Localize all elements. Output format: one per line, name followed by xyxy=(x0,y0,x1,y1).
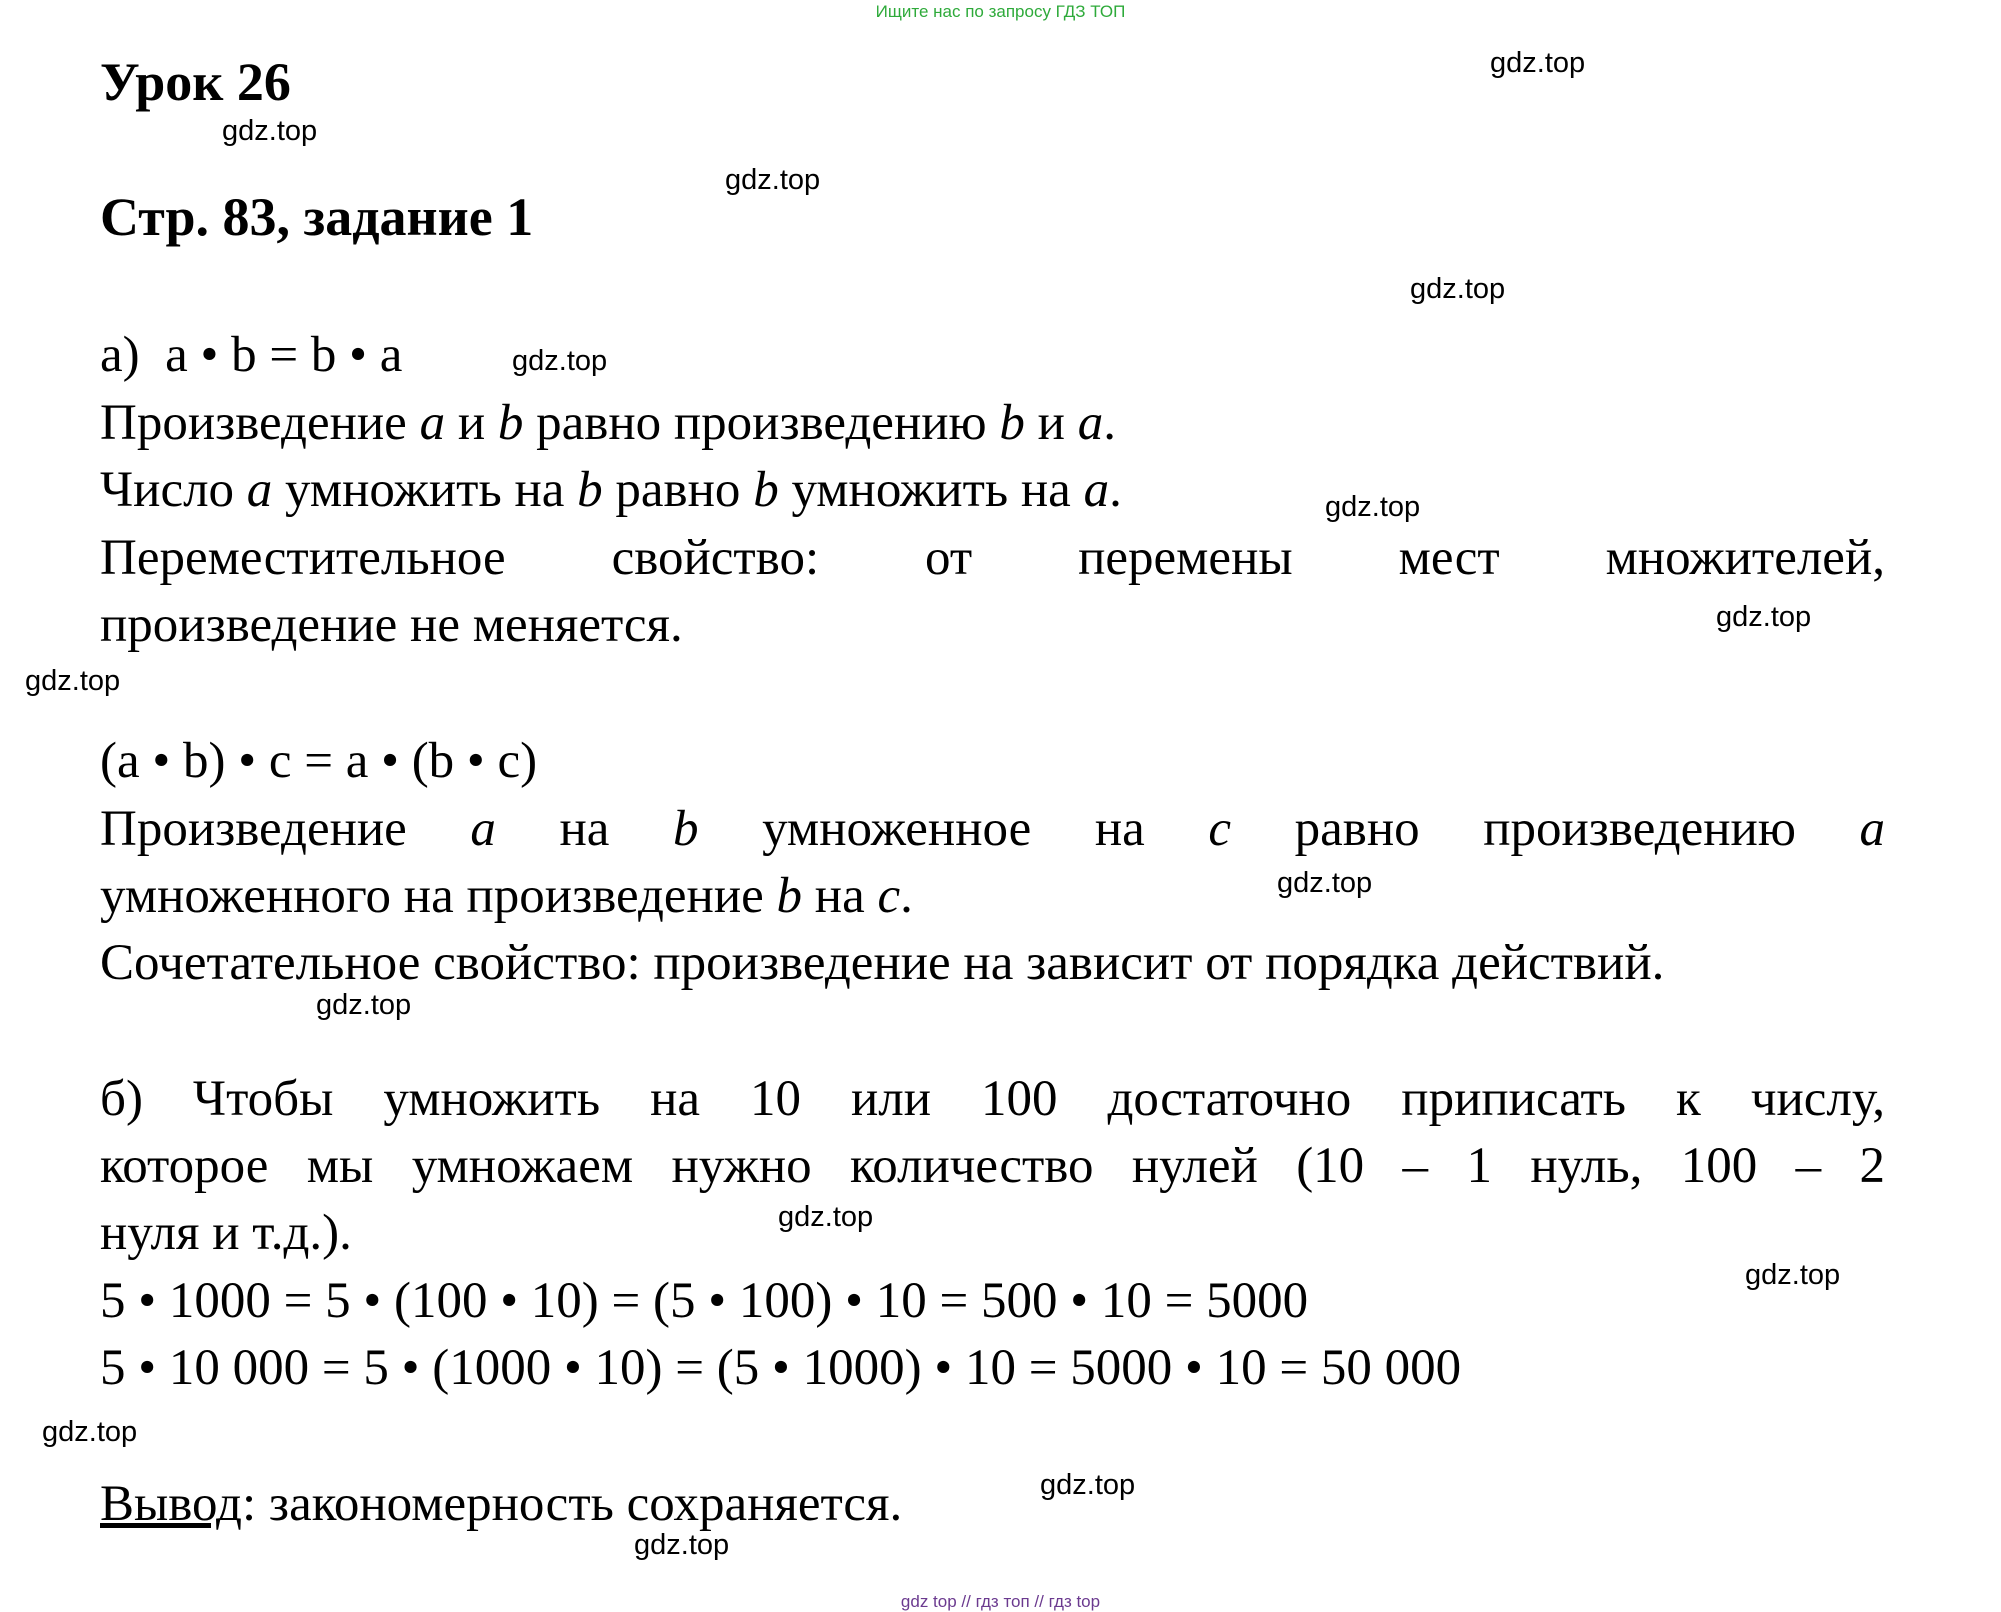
formula-commutative xyxy=(100,325,1885,385)
watermark: gdz.top xyxy=(222,115,318,147)
example-1000: 5 • 1000 = 5 • (100 • 10) = (5 • 100) • 10 = 500 • 10 = 5000 xyxy=(100,1273,1309,1329)
bottom-banner: gdz top // гдз топ // гдз top xyxy=(900,1592,1101,1611)
watermark: gdz.top xyxy=(634,1529,730,1561)
conclusion xyxy=(100,1474,1885,1534)
watermark: gdz.top xyxy=(42,1416,138,1448)
commutative-sentence-1: Произведение a и b равно произведению b и a. xyxy=(100,395,1116,451)
watermark: gdz.top xyxy=(316,989,412,1021)
conclusion-text: : закономерность сохраняется. xyxy=(242,1476,903,1532)
lesson-title: Урок 26 xyxy=(100,52,291,112)
watermark: gdz.top xyxy=(1277,867,1373,899)
associative-property: Сочетательное свойство: произведение на зависит от порядка действий. xyxy=(100,935,1665,991)
example-10000: 5 • 10 000 = 5 • (1000 • 10) = (5 • 1000) • 10 = 5000 • 10 = 50 000 xyxy=(100,1340,1462,1396)
top-banner: Ищите нас по запросу ГДЗ ТОП xyxy=(875,2,1126,21)
formula-commutative-text: a • b = b • a xyxy=(165,327,403,383)
associative-sentence-1: Произведение a на b умноженное на c равно произведению a xyxy=(100,801,1886,857)
part-b-line-1: б) Чтобы умножить на 10 или 100 достаточно приписать к числу, xyxy=(100,1071,1885,1127)
associative-sentence-2: умноженного на произведение b на c. xyxy=(100,868,913,924)
watermark: gdz.top xyxy=(1716,601,1812,633)
watermark: gdz.top xyxy=(1040,1469,1136,1501)
watermark: gdz.top xyxy=(1745,1259,1841,1291)
watermark: gdz.top xyxy=(25,665,121,697)
commutative-sentence-2: Число a умножить на b равно b умножить на a. xyxy=(100,462,1122,518)
watermark: gdz.top xyxy=(1490,47,1586,79)
commutative-property-line-1: Переместительное свойство: от перемены мест множителей, xyxy=(100,530,1885,586)
watermark: gdz.top xyxy=(1410,273,1506,305)
part-a-label: а) xyxy=(100,327,140,383)
watermark: gdz.top xyxy=(512,345,608,377)
commutative-property-line-2: произведение не меняется. xyxy=(100,597,683,653)
watermark: gdz.top xyxy=(778,1201,874,1233)
task-title: Стр. 83, задание 1 xyxy=(100,187,534,247)
part-b-line-2: которое мы умножаем нужно количество нулей (10 – 1 нуль, 100 – 2 xyxy=(100,1138,1885,1194)
conclusion-label: Вывод xyxy=(100,1476,242,1532)
part-b-line-3: нуля и т.д.). xyxy=(100,1205,352,1261)
watermark: gdz.top xyxy=(1325,491,1421,523)
formula-associative: (a • b) • c = a • (b • c) xyxy=(100,733,538,789)
watermark: gdz.top xyxy=(725,164,821,196)
